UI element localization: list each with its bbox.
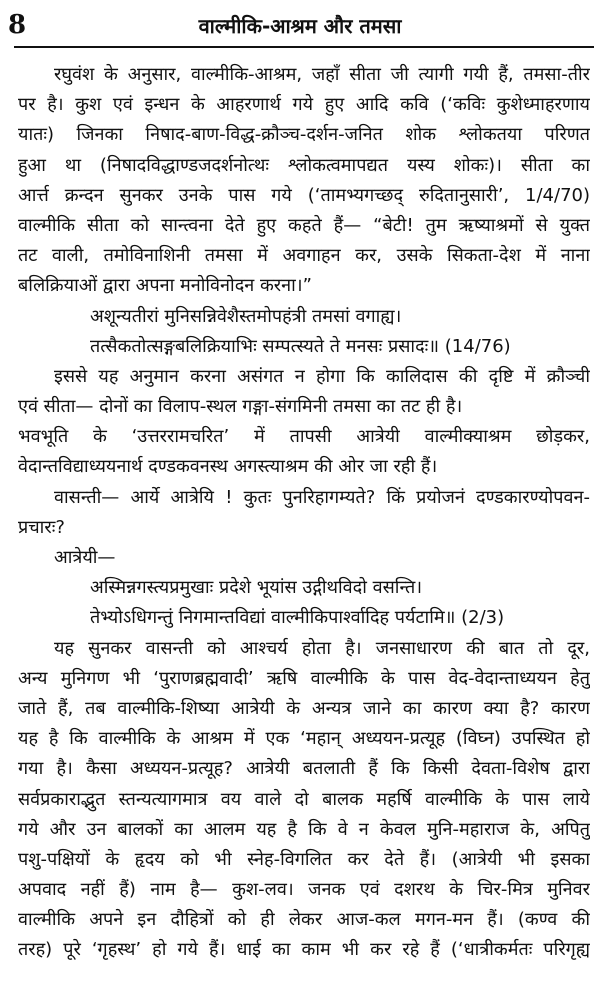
text-line: रघुवंश के अनुसार, वाल्मीकि-आश्रम, जहाँ सीता जी त्यागी गयी हैं, तमसा-तीर bbox=[54, 64, 590, 85]
text-line: तरह) पूरे ‘गृहस्थ’ हो गये हैं। धाई का काम भी कर रहे हैं (‘धात्रीकर्मतः परिगृह्य bbox=[18, 939, 590, 961]
text-line: गया है। कैसा अध्ययन-प्रत्यूह? आत्रेयी बतलाती हैं कि किसी देवता-विशेष द्वारा bbox=[18, 758, 590, 780]
text-line: वाल्मीकि सीता को सान्त्वना देते हुए कहते हैं— “बेटी! तुम ऋष्याश्रमों से युक्त bbox=[18, 214, 590, 236]
text-line: इससे यह अनुमान करना असंगत न होगा कि कालिदास की दृष्टि में क्रौञ्ची bbox=[54, 365, 590, 387]
text-line: यातः) जिनका निषाद-बाण-विद्ध-क्रौञ्च-दर्शन-जनित शोक श्लोकतया परिणत bbox=[18, 124, 590, 146]
text-line: सर्वप्रकाराद्भुत स्तन्यत्यागमात्र वय वाले दो बालक महर्षि वाल्मीकि के पास लाये bbox=[18, 788, 590, 810]
verse-line: अस्मिन्नगस्त्यप्रमुखाः प्रदेशे भूयांस उद्गीथविदो वसन्ति। bbox=[90, 577, 423, 599]
verse-line: अशून्यतीरां मुनिसन्निवेशैस्तमोपहंत्री तमसां वगाह्य। bbox=[90, 305, 402, 327]
text-line: भवभूति के ‘उत्तररामचरित’ में तापसी आत्रेयी वाल्मीक्याश्रम छोड़कर, bbox=[18, 426, 590, 448]
text-line: वासन्ती— आर्ये आत्रेयि ! कुतः पुनरिहागम्यते? किं प्रयोजनं दण्डकारण्योपवन- bbox=[54, 486, 590, 508]
text-line: जाते हैं, तब वाल्मीकि-शिष्या आत्रेयी के अन्यत्र जाने का कारण क्या है? कारण bbox=[18, 697, 590, 719]
page-number: 8 bbox=[8, 10, 27, 40]
running-title: वाल्मीकि-आश्रम और तमसा bbox=[198, 14, 402, 38]
text-line: अन्य मुनिगण भी ‘पुराणब्रह्मवादी’ ऋषि वाल्मीकि के पास वेद-वेदान्ताध्ययन हेतु bbox=[18, 667, 590, 689]
text-line: आत्रेयी— bbox=[54, 547, 116, 568]
text-line: पशु-पक्षियों के हृदय को भी स्नेह-विगलित कर देते हैं। (आत्रेयी भी इसका bbox=[18, 848, 590, 870]
header-rule bbox=[14, 46, 594, 48]
text-line: अपवाद नहीं हैं) नाम है— कुश-लव। जनक एवं दशरथ के चिर-मित्र मुनिवर bbox=[18, 879, 590, 901]
text-line: वाल्मीकि अपने इन दौहित्रों को ही लेकर आज-कल मगन-मन हैं। (कण्व की bbox=[18, 909, 590, 931]
verse-line: तेभ्योऽधिगन्तुं निगमान्तविद्यां वाल्मीकिपार्श्वादिह पर्यटामि॥ (2/3) bbox=[90, 607, 505, 629]
text-line: बलिक्रियाओं द्वारा अपना मनोविनोदन करना।” bbox=[18, 275, 312, 297]
text-line: आर्त्त क्रन्दन सुनकर उनके पास गये (‘तामभ्यगच्छद् रुदितानुसारी’, 1/4/70) bbox=[18, 184, 590, 206]
text-line: गये और उन बालकों का आलम यह है कि वे न केवल मुनि-महाराज के, अपितु bbox=[18, 818, 590, 840]
text-line: एवं सीता— दोनों का विलाप-स्थल गङ्गा-संगमिनी तमसा का तट ही है। bbox=[18, 396, 463, 418]
text-line: हुआ था (निषादविद्धाण्डजदर्शनोत्थः श्लोकत्वमापद्यत यस्य शोकः)। सीता का bbox=[18, 154, 590, 176]
page-body-text bbox=[18, 60, 590, 966]
text-line: तट वाली, तमोविनाशिनी तमसा में अवगाहन कर, उसके सिकता-देश में नाना bbox=[18, 245, 590, 267]
text-line: वेदान्तविद्याध्ययनार्थ दण्डकवनस्थ अगस्त्याश्रम की ओर जा रही हैं। bbox=[18, 456, 438, 478]
page-header bbox=[0, 0, 600, 44]
text-line: यह है कि वाल्मीकि के आश्रम में एक ‘महान् अध्ययन-प्रत्यूह (विघ्न) उपस्थित हो bbox=[18, 728, 590, 750]
text-line: पर है। कुश एवं इन्धन के आहरणार्थ गये हुए आदि कवि (‘कविः कुशेध्माहरणाय bbox=[18, 94, 590, 116]
verse-line: तत्सैकतोत्सङ्गबलिक्रियाभिः सम्पत्स्यते ते मनसः प्रसादः॥ (14/76) bbox=[90, 335, 511, 357]
text-line: प्रचारः? bbox=[18, 516, 65, 538]
text-line: यह सुनकर वासन्ती को आश्चर्य होता है। जनसाधारण की बात तो दूर, bbox=[54, 637, 590, 659]
